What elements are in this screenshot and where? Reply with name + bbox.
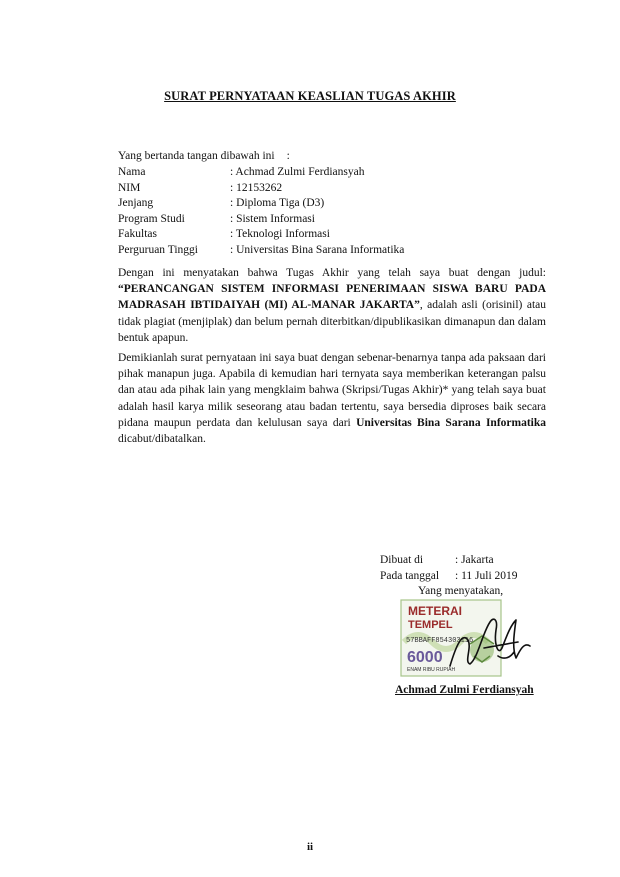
place-date-table	[380, 552, 518, 584]
identity-value: : Teknologi Informasi	[230, 228, 330, 241]
place-label: Dibuat di	[380, 554, 424, 566]
statement-lead: Dengan ini menyatakan bahwa Tugas Akhir yang telah saya buat dengan judul:	[118, 267, 546, 279]
identity-value: : Sistem Informasi	[230, 212, 315, 225]
identity-label: Perguruan Tinggi	[118, 243, 198, 256]
thesis-title: “PERANCANGAN SISTEM INFORMASI PENERIMAAN SISWA BARU PADA MADRASAH IBTIDAIYAH (MI) AL-MANAR JAKARTA”	[118, 283, 546, 312]
identity-row	[116, 165, 406, 181]
statement-paragraph	[118, 265, 546, 346]
identity-label: Nama	[118, 166, 146, 178]
date-value: : 11 Juli 2019	[455, 570, 518, 582]
identity-row	[116, 181, 406, 197]
closing-paragraph	[118, 350, 546, 447]
signer-name: Achmad Zulmi Ferdiansyah	[395, 684, 534, 696]
statement-rest: , adalah asli (orisinil) atau tidak plagiat (menjiplak) dan belum pernah diterbitkan/dipublikasikan dimanapun dan dalam bentuk apapun.	[118, 299, 546, 344]
stamp-text-line2: TEMPEL	[408, 619, 453, 631]
intro-text: Yang bertanda tangan dibawah ini	[118, 150, 275, 162]
identity-row	[116, 212, 406, 228]
stamp-caption: ENAM RIBU RUPIAH	[407, 667, 456, 673]
identity-value: : Achmad Zulmi Ferdiansyah	[230, 166, 365, 178]
identity-row	[116, 243, 406, 259]
closing-lead: Demikianlah surat pernyataan ini saya buat dengan sebenar-benarnya tanpa ada paksaan dari pihak manapun juga. Apabila di kemudian hari ternyata saya memberikan keterangan palsu dan atau ada pihak lain yang mengklaim bahwa (Skripsi/Tugas Akhir)* yang telah saya buat adalah hasil karya milik seseorang atau badan tertentu, saya bersedia diproses baik secara pidana maupun perdata dan kelulusan saya dari	[118, 352, 546, 429]
date-label: Pada tanggal	[380, 570, 440, 582]
identity-row	[116, 196, 406, 212]
declarant-line: Yang menyatakan,	[418, 585, 504, 597]
date-row	[380, 568, 518, 584]
document-title: SURAT PERNYATAAN KEASLIAN TUGAS AKHIR	[164, 89, 456, 103]
identity-table	[116, 165, 406, 259]
identity-row	[116, 227, 406, 243]
identity-label: Fakultas	[118, 228, 157, 241]
page-number: ii	[306, 841, 314, 853]
place-row	[380, 552, 518, 568]
place-value: : Jakarta	[455, 554, 494, 566]
identity-label: Program Studi	[118, 212, 185, 225]
revenue-stamp-with-signature	[398, 598, 543, 680]
identity-value: : Diploma Tiga (D3)	[230, 197, 325, 210]
intro-colon: :	[286, 150, 290, 162]
university-name: Universitas Bina Sarana Informatika	[356, 416, 547, 429]
stamp-serial: 57BBAFF854303116	[406, 637, 474, 645]
identity-label: Jenjang	[118, 197, 154, 210]
stamp-value: 6000	[407, 649, 443, 666]
identity-value: : Universitas Bina Sarana Informatika	[230, 243, 405, 256]
intro-line	[118, 150, 290, 162]
identity-label: NIM	[118, 181, 141, 194]
closing-rest: dicabut/dibatalkan.	[118, 433, 206, 446]
identity-value: : 12153262	[230, 181, 283, 194]
stamp-text-line1: METERAI	[408, 604, 462, 618]
